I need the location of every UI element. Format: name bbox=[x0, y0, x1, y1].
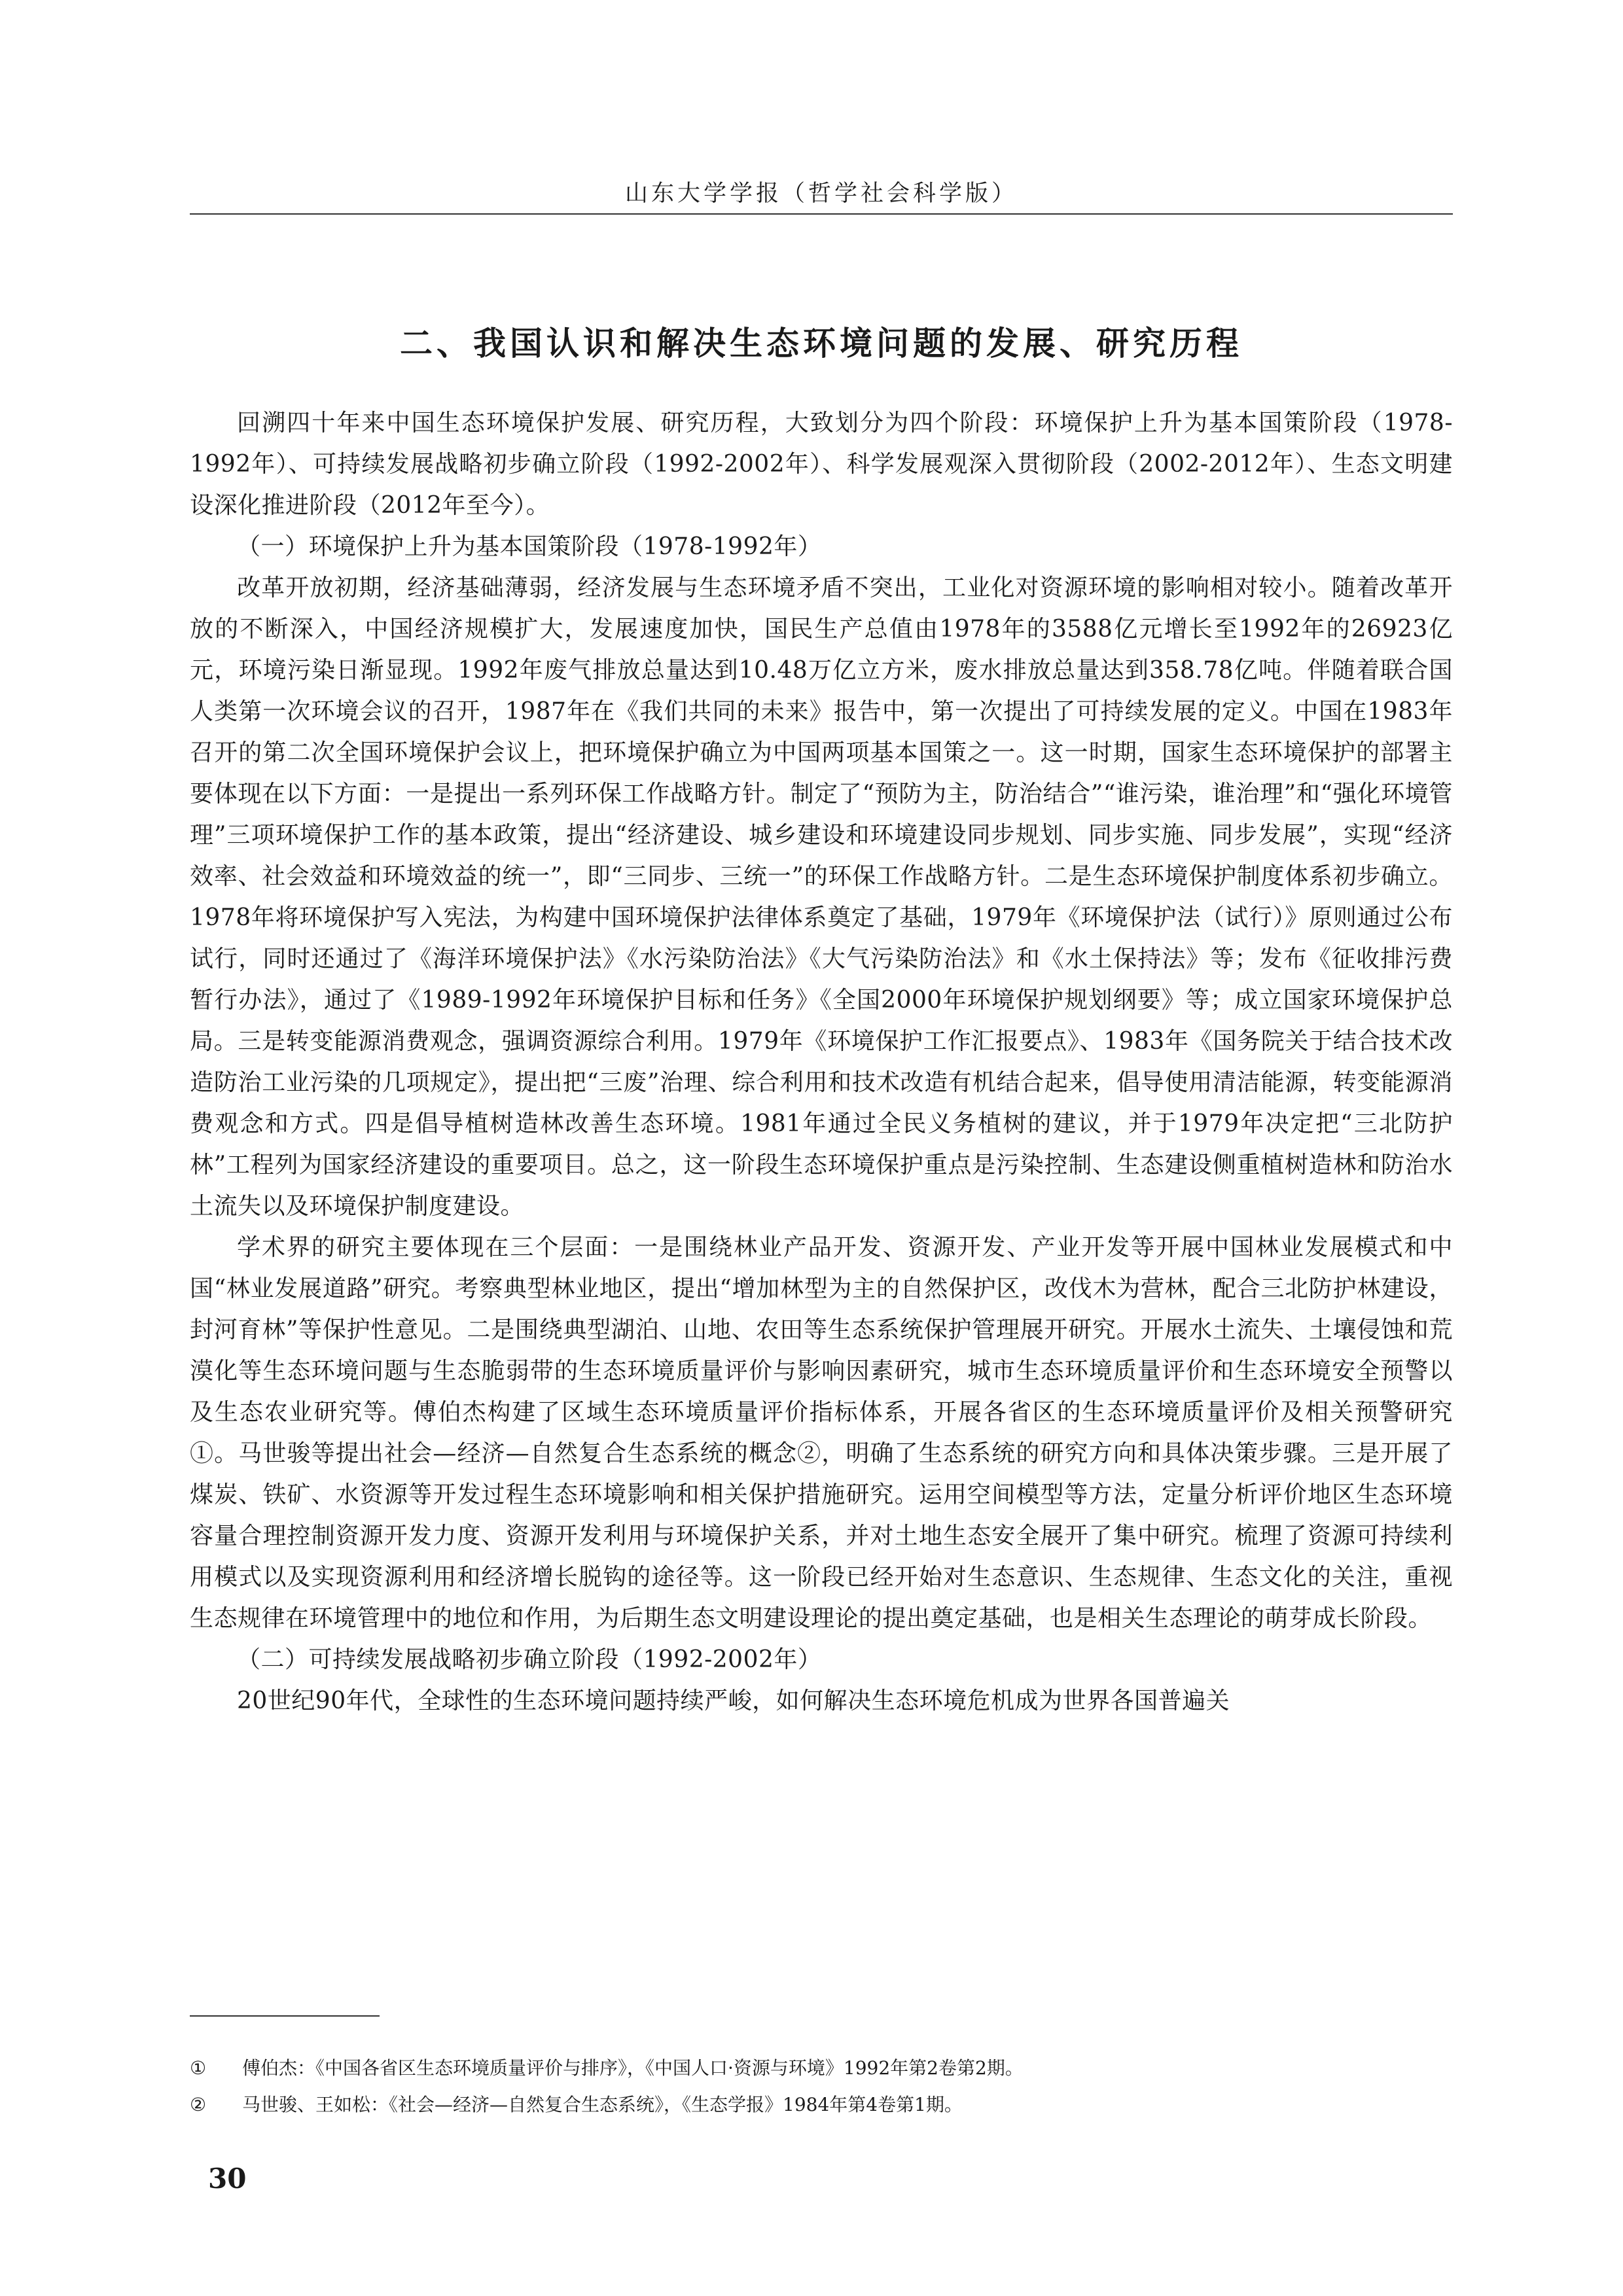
page-number: 30 bbox=[208, 2163, 247, 2195]
section-title: 二、我国认识和解决生态环境问题的发展、研究历程 bbox=[400, 325, 1243, 362]
footnotes bbox=[190, 2050, 1453, 2123]
article-body bbox=[190, 402, 1453, 1722]
footnote-1 bbox=[190, 2050, 1453, 2087]
header-rule bbox=[190, 213, 1453, 215]
paragraph-stage-1-policy: 改革开放初期，经济基础薄弱，经济发展与生态环境矛盾不突出，工业化对资源环境的影响相对较小。随着改革开放的不断深入，中国经济规模扩大，发展速度加快，国民生产总值由1978年的3588亿元增长至1992年的26923亿元，环境污染日渐显现。1992年废气排放总量达到10.48万亿立方米，废水排放总量达到358.78亿吨。伴随着联合国人类第一次环境会议的召开，1987年在《我们共同的未来》报告中，第一次提出了可持续发展的定义。中国在1983年召开的第二次全国环境保护会议上，把环境保护确立为中国两项基本国策之一。这一时期，国家生态环境保护的部署主要体现在以下方面：一是提出一系列环保工作战略方针。制定了“预防为主，防治结合”“谁污染，谁治理”和“强化环境管理”三项环境保护工作的基本政策，提出“经济建设、城乡建设和环境建设同步规划、同步实施、同步发展”，实现“经济效率、社会效益和环境效益的统一”，即“三同步、三统一”的环保工作战略方针。二是生态环境保护制度体系初步确立。1978年将环境保护写入宪法，为构建中国环境保护法律体系奠定了基础，1979年《环境保护法（试行）》原则通过公布试行，同时还通过了《海洋环境保护法》《水污染防治法》《大气污染防治法》和《水土保持法》等；发布《征收排污费暂行办法》，通过了《1989-1992年环境保护目标和任务》《全国2000年环境保护规划纲要》等；成立国家环境保护总局。三是转变能源消费观念，强调资源综合利用。1979年《环境保护工作汇报要点》、1983年《国务院关于结合技术改造防治工业污染的几项规定》，提出把“三废”治理、综合利用和技术改造有机结合起来，倡导使用清洁能源，转变能源消费观念和方式。四是倡导植树造林改善生态环境。1981年通过全民义务植树的建议，并于1979年决定把“三北防护林”工程列为国家经济建设的重要项目。总之，这一阶段生态环境保护重点是污染控制、生态建设侧重植树造林和防治水土流失以及环境保护制度建设。 bbox=[190, 574, 1453, 1220]
running-header: 山东大学学报（哲学社会科学版） bbox=[624, 181, 1018, 207]
subheading-stage-2: （二）可持续发展战略初步确立阶段（1992-2002年） bbox=[237, 1646, 822, 1673]
footnote-rule bbox=[190, 2015, 380, 2017]
paragraph-stage-2: 20世纪90年代，全球性的生态环境问题持续严峻，如何解决生态环境危机成为世界各国普遍关 bbox=[237, 1687, 1230, 1714]
paragraph-intro: 回溯四十年来中国生态环境保护发展、研究历程，大致划分为四个阶段：环境保护上升为基本国策阶段（1978-1992年）、可持续发展战略初步确立阶段（1992-2002年）、科学发展观深入贯彻阶段（2002-2012年）、生态文明建设深化推进阶段（2012年至今）。 bbox=[190, 410, 1453, 519]
footnote-marker: ② bbox=[190, 2094, 207, 2115]
footnote-marker: ① bbox=[190, 2057, 207, 2079]
paragraph-stage-1-research: 学术界的研究主要体现在三个层面：一是围绕林业产品开发、资源开发、产业开发等开展中国林业发展模式和中国“林业发展道路”研究。考察典型林业地区，提出“增加林型为主的自然保护区，改伐木为营林，配合三北防护林建设，封河育林”等保护性意见。二是围绕典型湖泊、山地、农田等生态系统保护管理展开研究。开展水土流失、土壤侵蚀和荒漠化等生态环境问题与生态脆弱带的生态环境质量评价与影响因素研究，城市生态环境质量评价和生态环境安全预警以及生态农业研究等。傅伯杰构建了区域生态环境质量评价指标体系，开展各省区的生态环境质量评价及相关预警研究①。马世骏等提出社会—经济—自然复合生态系统的概念②，明确了生态系统的研究方向和具体决策步骤。三是开展了煤炭、铁矿、水资源等开发过程生态环境影响和相关保护措施研究。运用空间模型等方法，定量分析评价地区生态环境容量合理控制资源开发力度、资源开发利用与环境保护关系，并对土地生态安全展开了集中研究。梳理了资源可持续利用模式以及实现资源利用和经济增长脱钩的途径等。这一阶段已经开始对生态意识、生态规律、生态文化的关注，重视生态规律在环境管理中的地位和作用，为后期生态文明建设理论的提出奠定基础，也是相关生态理论的萌芽成长阶段。 bbox=[190, 1234, 1453, 1632]
footnote-2 bbox=[190, 2087, 1453, 2123]
footnote-text: 傅伯杰：《中国各省区生态环境质量评价与排序》，《中国人口·资源与环境》1992年第2卷第2期。 bbox=[242, 2057, 1024, 2079]
subheading-stage-1: （一）环境保护上升为基本国策阶段（1978-1992年） bbox=[237, 533, 822, 560]
footnote-text: 马世骏、王如松：《社会—经济—自然复合生态系统》，《生态学报》1984年第4卷第1期。 bbox=[242, 2094, 963, 2115]
